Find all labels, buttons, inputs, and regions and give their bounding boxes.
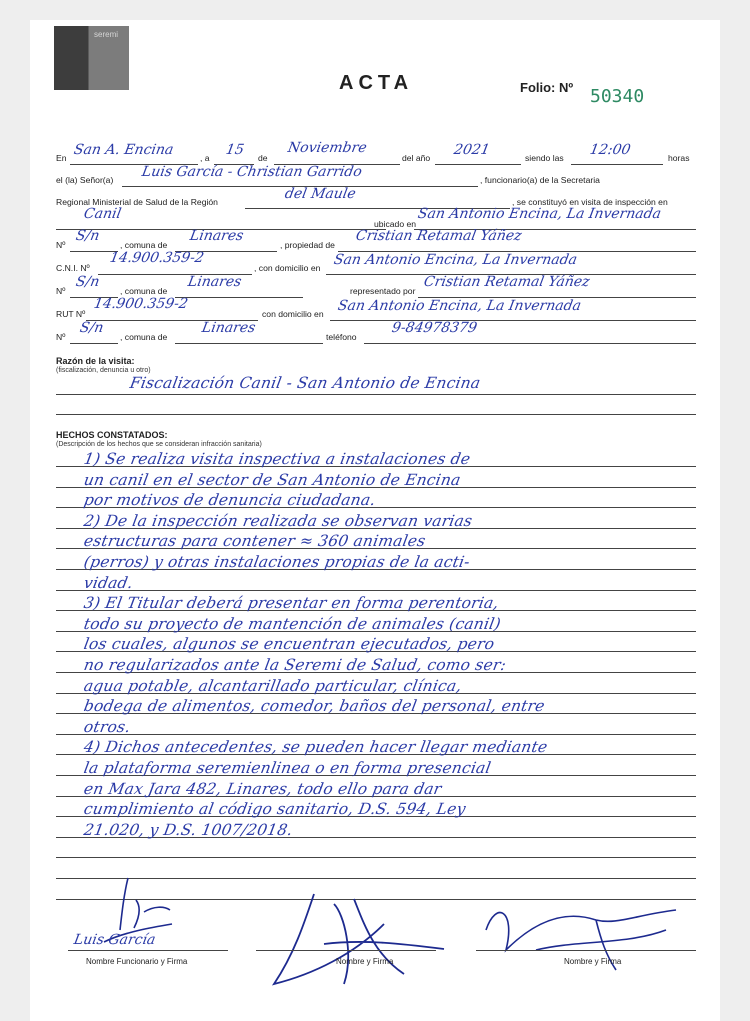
comuna-label: , comuna de — [120, 240, 168, 250]
domicilio-label: , con domicilio en — [254, 263, 321, 273]
hechos-rule — [56, 857, 696, 858]
number2-value: S/n — [74, 274, 101, 290]
comuna2-label: , comuna de — [120, 286, 168, 296]
seremi-logo: seremi — [54, 26, 129, 90]
establishment-value: Canil — [82, 206, 123, 222]
hechos-line: 21.020, y D.S. 1007/2018. — [82, 820, 295, 839]
hechos-line: 2) De la inspección realizada se observan varias — [82, 511, 474, 530]
senor-label: el (la) Señor(a) — [56, 175, 114, 185]
folio-label: Folio: Nº — [520, 80, 574, 95]
rut-value: 14.900.359-2 — [108, 250, 206, 266]
rut2-value: 14.900.359-2 — [92, 296, 190, 312]
rep-name-value: Cristian Retamal Yáñez — [422, 274, 591, 290]
comuna-value: Linares — [188, 228, 245, 244]
en-label: En — [56, 153, 67, 163]
hechos-line: la plataforma seremienlinea o en forma presencial — [82, 759, 493, 777]
phone-value: 9-84978379 — [390, 320, 479, 336]
hechos-line: por motivos de denuncia ciudadana. — [82, 491, 378, 510]
siendo-label: siendo las — [525, 153, 564, 163]
n2-label: Nº — [56, 286, 66, 296]
hechos-line: cumplimiento al código sanitario, D.S. 594, Ley — [82, 800, 468, 819]
hechos-line: (perros) y otras instalaciones propias de la acti- — [82, 553, 472, 571]
region-value: del Maule — [283, 186, 358, 202]
hechos-line: estructuras para contener ≈ 360 animales — [82, 532, 428, 551]
document-title: ACTA — [339, 72, 414, 94]
funcionario-label: , funcionario(a) de la Secretaria — [480, 175, 600, 185]
number-value: S/n — [74, 228, 101, 244]
caption-rep: Nombre y Firma — [564, 957, 622, 966]
hechos-line: todo su proyecto de mantención de animales (canil) — [82, 614, 503, 633]
razon-title: Razón de la visita: — [56, 356, 135, 366]
comuna3-value: Linares — [200, 320, 257, 336]
number3-value: S/n — [78, 320, 105, 336]
regional-label: Regional Ministerial de Salud de la Región — [56, 197, 218, 207]
hechos-line: 4) Dichos antecedentes, se pueden hacer llegar mediante — [82, 738, 549, 757]
year-value: 2021 — [452, 142, 492, 158]
domicilio2-label: con domicilio en — [262, 309, 324, 319]
de-label: de — [258, 153, 268, 163]
hechos-rule — [56, 590, 696, 591]
hechos-subtitle: (Descripción de los hechos que se consideran infracción sanitaria) — [56, 441, 262, 448]
razon-text: Fiscalización Canil - San Antonio de Encina — [128, 374, 482, 392]
hechos-line: los cuales, algunos se encuentran ejecutados, pero — [82, 635, 496, 654]
address-value: San Antonio Encina, La Invernada — [332, 252, 579, 268]
hechos-line: otros. — [82, 717, 132, 736]
horas-label: horas — [668, 153, 690, 163]
folio-number: 50340 — [590, 86, 645, 107]
officials-value: Luis García - Christian Garrido — [140, 164, 364, 180]
month-value: Noviembre — [286, 140, 368, 156]
razon-subtitle: (fiscalización, denuncia u otro) — [56, 367, 151, 374]
place-value: San A. Encina — [72, 142, 175, 158]
n-label: Nº — [56, 240, 66, 250]
hechos-rule — [56, 734, 696, 735]
ubicado-label: ubicado en — [374, 219, 417, 229]
hechos-line: vidad. — [82, 573, 135, 592]
hour-value: 12:00 — [588, 142, 632, 158]
acta-document — [30, 20, 720, 1021]
official-name: Luis García — [72, 932, 157, 948]
signature-owner-icon — [254, 884, 454, 994]
hechos-line: no regularizados ante la Seremi de Salud, como ser: — [82, 656, 508, 674]
hechos-title: HECHOS CONSTATADOS: — [56, 430, 168, 440]
rut-label: RUT Nº — [56, 309, 86, 319]
comuna3-label: , comuna de — [120, 332, 168, 342]
constituyo-label: , se constituyó en visita de inspección en — [512, 197, 668, 207]
address2-value: San Antonio Encina, La Invernada — [336, 298, 583, 314]
propiedad-label: , propiedad de — [280, 240, 335, 250]
telefono-label: teléfono — [326, 332, 357, 342]
hechos-line: 3) El Titular deberá presentar en forma perentoria, — [82, 594, 501, 613]
hechos-line: un canil en el sector de San Antonio de Encina — [82, 470, 463, 489]
location-value: San Antonio Encina, La Invernada — [416, 206, 663, 222]
owner-value: Cristian Retamal Yáñez — [354, 228, 523, 244]
caption-official: Nombre Funcionario y Firma — [86, 957, 188, 966]
comuna2-value: Linares — [186, 274, 243, 290]
signature-rep-icon — [476, 890, 696, 980]
hechos-line: bodega de alimentos, comedor, baños del personal, entre — [82, 697, 547, 716]
hechos-line: en Max Jara 482, Linares, todo ello para dar — [82, 779, 443, 798]
del-ano-label: del año — [402, 153, 431, 163]
a-label: , a — [200, 153, 210, 163]
representado-label: representado por — [350, 286, 416, 296]
n3-label: Nº — [56, 332, 66, 342]
hechos-line: agua potable, alcantarillado particular, clínica, — [82, 676, 464, 695]
hechos-line: 1) Se realiza visita inspectiva a instalaciones de — [82, 450, 472, 468]
cni-label: C.N.I. Nº — [56, 263, 90, 273]
day-value: 15 — [224, 142, 246, 158]
caption-owner: Nombre y Firma — [336, 957, 394, 966]
